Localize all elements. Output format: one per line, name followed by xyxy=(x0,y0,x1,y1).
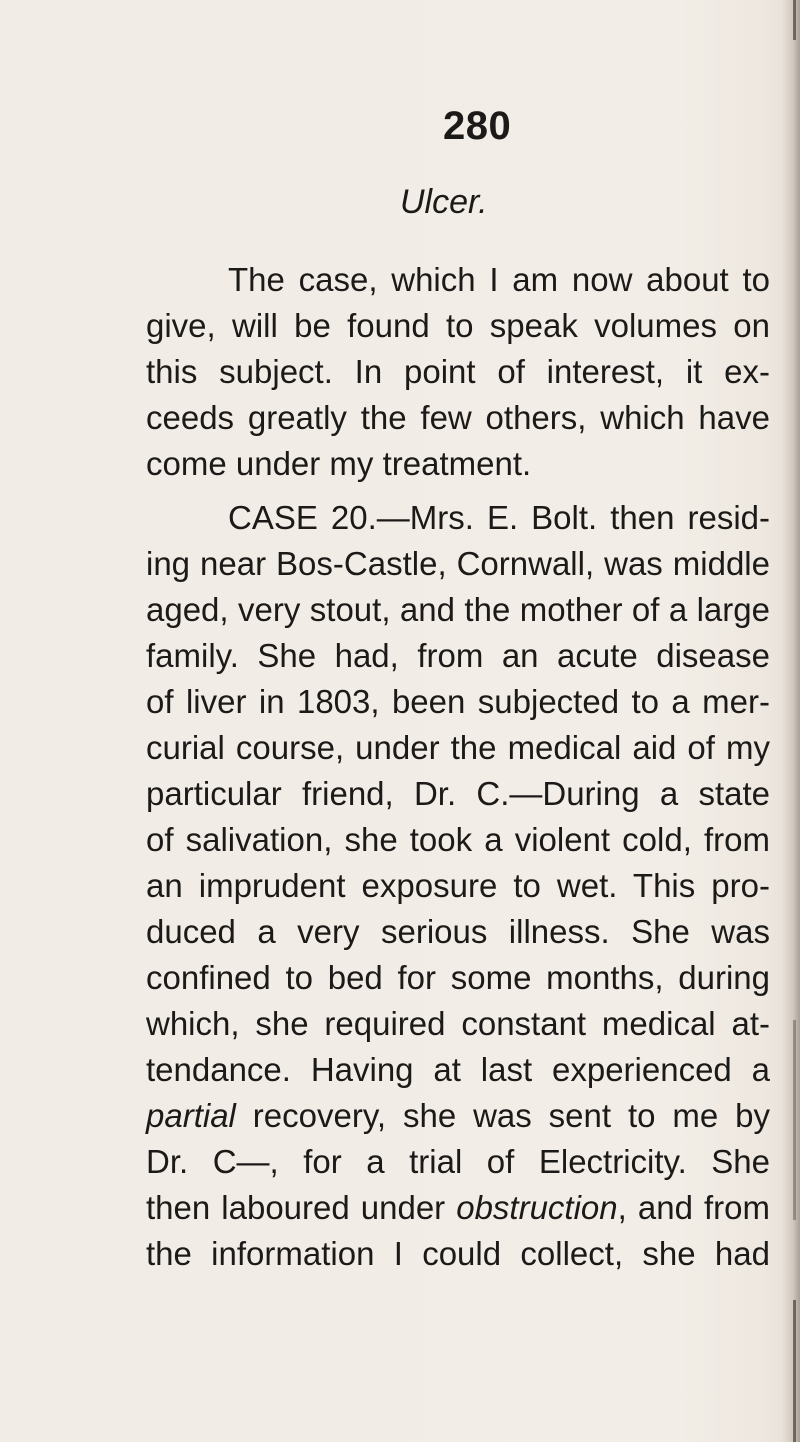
text-line: of liver in 1803, been subjected to a mer- xyxy=(146,683,770,720)
text-line: curial course, under the medical aid of my xyxy=(146,729,770,766)
text-line: ceeds greatly the few others, which have xyxy=(146,399,770,436)
text-line: aged, very stout, and the mother of a large xyxy=(146,591,770,628)
text-line: the information I could collect, she had xyxy=(146,1235,770,1272)
text-line: confined to bed for some months, during xyxy=(146,959,770,996)
page-number: 280 xyxy=(443,104,512,148)
text-line: an imprudent exposure to wet. This pro- xyxy=(146,867,770,904)
paragraph-1 xyxy=(146,257,770,487)
text-fragment: then laboured under xyxy=(146,1189,457,1226)
text-line: CASE 20.—Mrs. E. Bolt. then resid- xyxy=(228,499,770,536)
page-edge-mark xyxy=(793,1300,796,1442)
text-fragment: , and from xyxy=(617,1189,770,1226)
section-title: Ulcer. xyxy=(400,183,488,221)
text-fragment: recovery, she was sent to me by xyxy=(235,1097,770,1134)
text-line: particular friend, Dr. C.—During a state xyxy=(146,775,770,812)
text-line: this subject. In point of interest, it ex- xyxy=(146,353,770,390)
text-line-with-italic xyxy=(146,1185,770,1231)
page-edge-mark xyxy=(793,0,796,40)
page-edge-mark xyxy=(793,1020,796,1220)
text-line: The case, which I am now about to xyxy=(228,261,770,298)
text-line: family. She had, from an acute disease xyxy=(146,637,770,674)
text-line: which, she required constant medical at- xyxy=(146,1005,770,1042)
text-line: give, will be found to speak volumes on xyxy=(146,307,770,344)
text-line: duced a very serious illness. She was xyxy=(146,913,770,950)
text-line: come under my treatment. xyxy=(146,445,532,482)
text-line-with-italic xyxy=(146,1093,770,1139)
paragraph-2 xyxy=(146,495,770,1277)
text-line: Dr. C—, for a trial of Electricity. She xyxy=(146,1143,770,1180)
page-edge-shadow xyxy=(782,0,800,1442)
italic-word: obstruction xyxy=(456,1189,618,1226)
text-line: ing near Bos-Castle, Cornwall, was middle xyxy=(146,545,770,582)
italic-word: partial xyxy=(146,1097,236,1134)
text-line: of salivation, she took a violent cold, from xyxy=(146,821,770,858)
text-line: tendance. Having at last experienced a xyxy=(146,1051,770,1088)
